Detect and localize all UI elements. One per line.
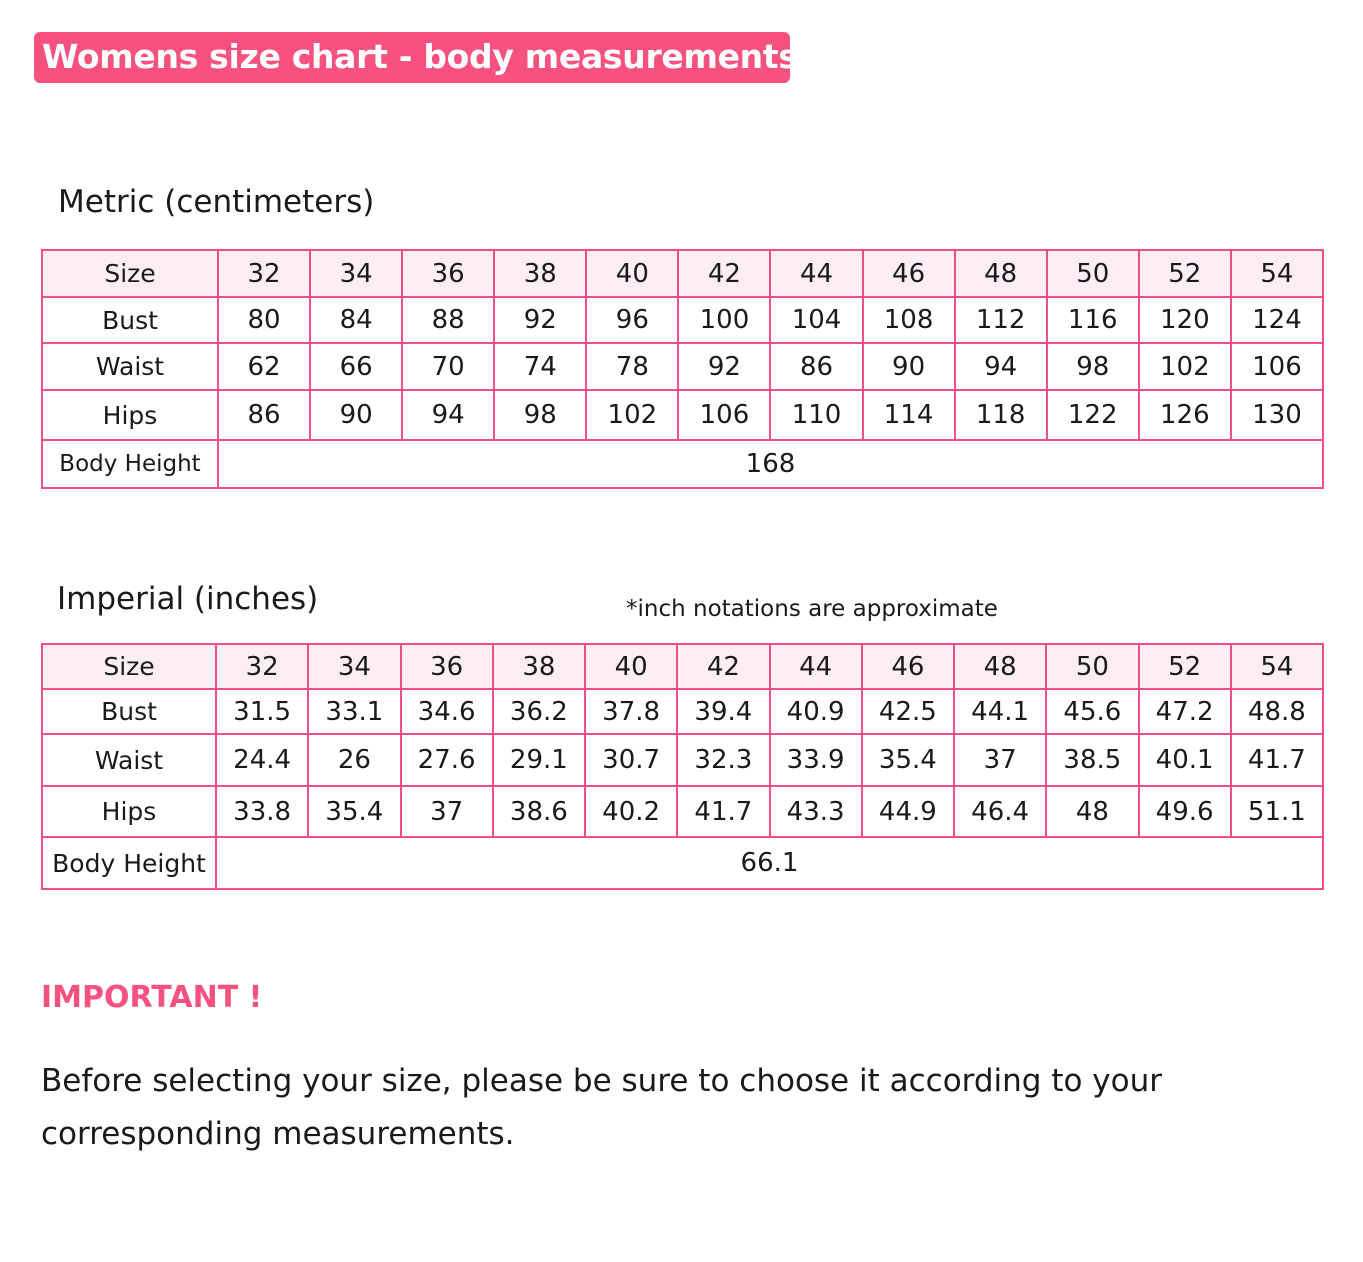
table-cell: 44 [770,250,862,297]
table-row [42,837,1323,889]
table-cell: 122 [1047,390,1139,440]
table-cell: 48.8 [1231,689,1323,734]
table-cell: 50 [1047,250,1139,297]
important-text: Before selecting your size, please be sure to choose it according to your corresponding measurements. [41,1063,1163,1152]
row-label: Bust [42,297,218,343]
table-cell: 44.1 [954,689,1046,734]
table-cell: 38.6 [493,786,585,837]
table-row [42,343,1323,390]
row-label: Bust [42,689,216,734]
table-cell: 45.6 [1046,689,1138,734]
table-cell: 32 [216,644,308,689]
table-cell: 48 [955,250,1047,297]
table-cell: 102 [1139,343,1231,390]
table-cell: 108 [863,297,955,343]
table-cell: 126 [1139,390,1231,440]
table-cell: 51.1 [1231,786,1323,837]
approximate-note: *inch notations are approximate [626,596,998,622]
table-cell: 40 [585,644,677,689]
imperial-size-table [41,643,1324,890]
table-cell: 118 [955,390,1047,440]
table-cell: 94 [955,343,1047,390]
table-cell: 110 [770,390,862,440]
table-cell: 120 [1139,297,1231,343]
table-cell: 98 [1047,343,1139,390]
table-row [42,644,1323,689]
table-cell: 24.4 [216,734,308,786]
table-cell: 34 [310,250,402,297]
body-height-value: 168 [218,440,1323,488]
table-cell: 54 [1231,644,1323,689]
table-cell: 106 [1231,343,1323,390]
table-cell: 41.7 [1231,734,1323,786]
table-cell: 38.5 [1046,734,1138,786]
table-cell: 41.7 [677,786,769,837]
table-cell: 38 [494,250,586,297]
metric-heading: Metric (centimeters) [58,184,375,220]
table-cell: 46 [862,644,954,689]
table-cell: 27.6 [401,734,493,786]
imperial-heading: Imperial (inches) [57,581,319,617]
row-label: Waist [42,343,218,390]
row-label: Size [42,644,216,689]
table-cell: 88 [402,297,494,343]
table-cell: 46.4 [954,786,1046,837]
table-cell: 36 [401,644,493,689]
table-cell: 44.9 [862,786,954,837]
table-cell: 62 [218,343,310,390]
table-cell: 92 [678,343,770,390]
table-cell: 37 [954,734,1046,786]
table-cell: 52 [1139,644,1231,689]
page-title: Womens size chart - body measurements [34,32,790,83]
table-cell: 36.2 [493,689,585,734]
table-cell: 37 [401,786,493,837]
table-row [42,297,1323,343]
table-cell: 100 [678,297,770,343]
table-cell: 44 [770,644,862,689]
important-heading: IMPORTANT ! [41,980,263,1015]
table-cell: 35.4 [862,734,954,786]
table-row [42,250,1323,297]
table-cell: 36 [402,250,494,297]
table-cell: 49.6 [1139,786,1231,837]
table-cell: 90 [310,390,402,440]
table-cell: 112 [955,297,1047,343]
metric-size-table [41,249,1324,489]
table-cell: 46 [863,250,955,297]
table-cell: 47.2 [1139,689,1231,734]
row-label: Body Height [42,837,216,889]
table-cell: 102 [586,390,678,440]
table-cell: 29.1 [493,734,585,786]
table-row [42,390,1323,440]
table-cell: 104 [770,297,862,343]
table-cell: 40.1 [1139,734,1231,786]
row-label: Size [42,250,218,297]
body-height-value: 66.1 [216,837,1323,889]
table-cell: 124 [1231,297,1323,343]
table-cell: 33.9 [770,734,862,786]
table-cell: 32.3 [677,734,769,786]
table-cell: 31.5 [216,689,308,734]
table-cell: 34.6 [401,689,493,734]
table-cell: 42.5 [862,689,954,734]
table-cell: 86 [218,390,310,440]
table-row [42,440,1323,488]
table-cell: 92 [494,297,586,343]
table-cell: 38 [493,644,585,689]
table-cell: 54 [1231,250,1323,297]
table-cell: 84 [310,297,402,343]
table-cell: 30.7 [585,734,677,786]
table-cell: 78 [586,343,678,390]
table-cell: 74 [494,343,586,390]
table-cell: 106 [678,390,770,440]
table-cell: 98 [494,390,586,440]
table-cell: 33.1 [308,689,400,734]
table-cell: 42 [678,250,770,297]
table-cell: 26 [308,734,400,786]
table-cell: 114 [863,390,955,440]
table-cell: 90 [863,343,955,390]
table-cell: 32 [218,250,310,297]
table-cell: 37.8 [585,689,677,734]
table-cell: 33.8 [216,786,308,837]
table-cell: 48 [1046,786,1138,837]
table-row [42,734,1323,786]
row-label: Hips [42,390,218,440]
table-cell: 70 [402,343,494,390]
table-cell: 116 [1047,297,1139,343]
table-cell: 42 [677,644,769,689]
table-cell: 66 [310,343,402,390]
row-label: Waist [42,734,216,786]
table-cell: 40.9 [770,689,862,734]
table-row [42,689,1323,734]
table-cell: 43.3 [770,786,862,837]
row-label: Body Height [42,440,218,488]
table-cell: 52 [1139,250,1231,297]
table-cell: 48 [954,644,1046,689]
table-cell: 130 [1231,390,1323,440]
table-cell: 50 [1046,644,1138,689]
table-cell: 40 [586,250,678,297]
table-cell: 80 [218,297,310,343]
row-label: Hips [42,786,216,837]
table-cell: 40.2 [585,786,677,837]
table-cell: 34 [308,644,400,689]
table-row [42,786,1323,837]
table-cell: 35.4 [308,786,400,837]
table-cell: 94 [402,390,494,440]
table-cell: 39.4 [677,689,769,734]
table-cell: 96 [586,297,678,343]
table-cell: 86 [770,343,862,390]
